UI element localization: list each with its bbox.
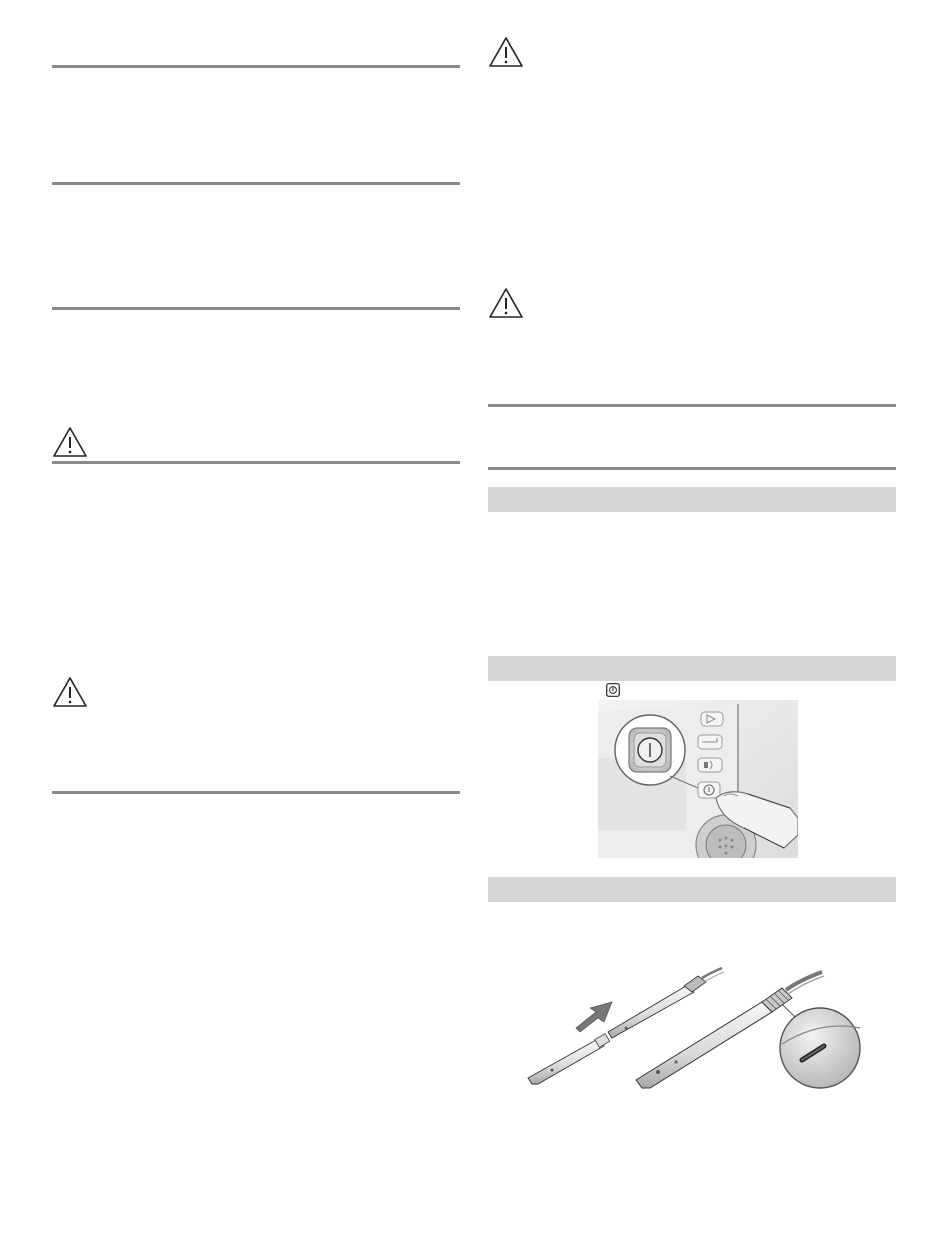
section-rule-2 <box>52 182 460 185</box>
section-rule-3 <box>52 307 460 310</box>
section-header-bar-3 <box>488 877 896 902</box>
section-header-bar-1 <box>488 487 896 512</box>
power-button-figure <box>598 700 798 858</box>
handpiece-connection-figure <box>526 962 864 1092</box>
warning-triangle-icon <box>488 36 524 68</box>
warning-triangle-icon <box>52 676 88 708</box>
warning-triangle-icon <box>52 426 88 458</box>
section-rule-7 <box>488 467 896 470</box>
power-icon <box>606 683 620 697</box>
section-rule-6 <box>488 404 896 407</box>
section-header-bar-2 <box>488 656 896 681</box>
section-rule-1 <box>52 65 460 68</box>
warning-triangle-icon <box>488 287 524 319</box>
section-rule-4 <box>52 461 460 464</box>
section-rule-5 <box>52 791 460 794</box>
